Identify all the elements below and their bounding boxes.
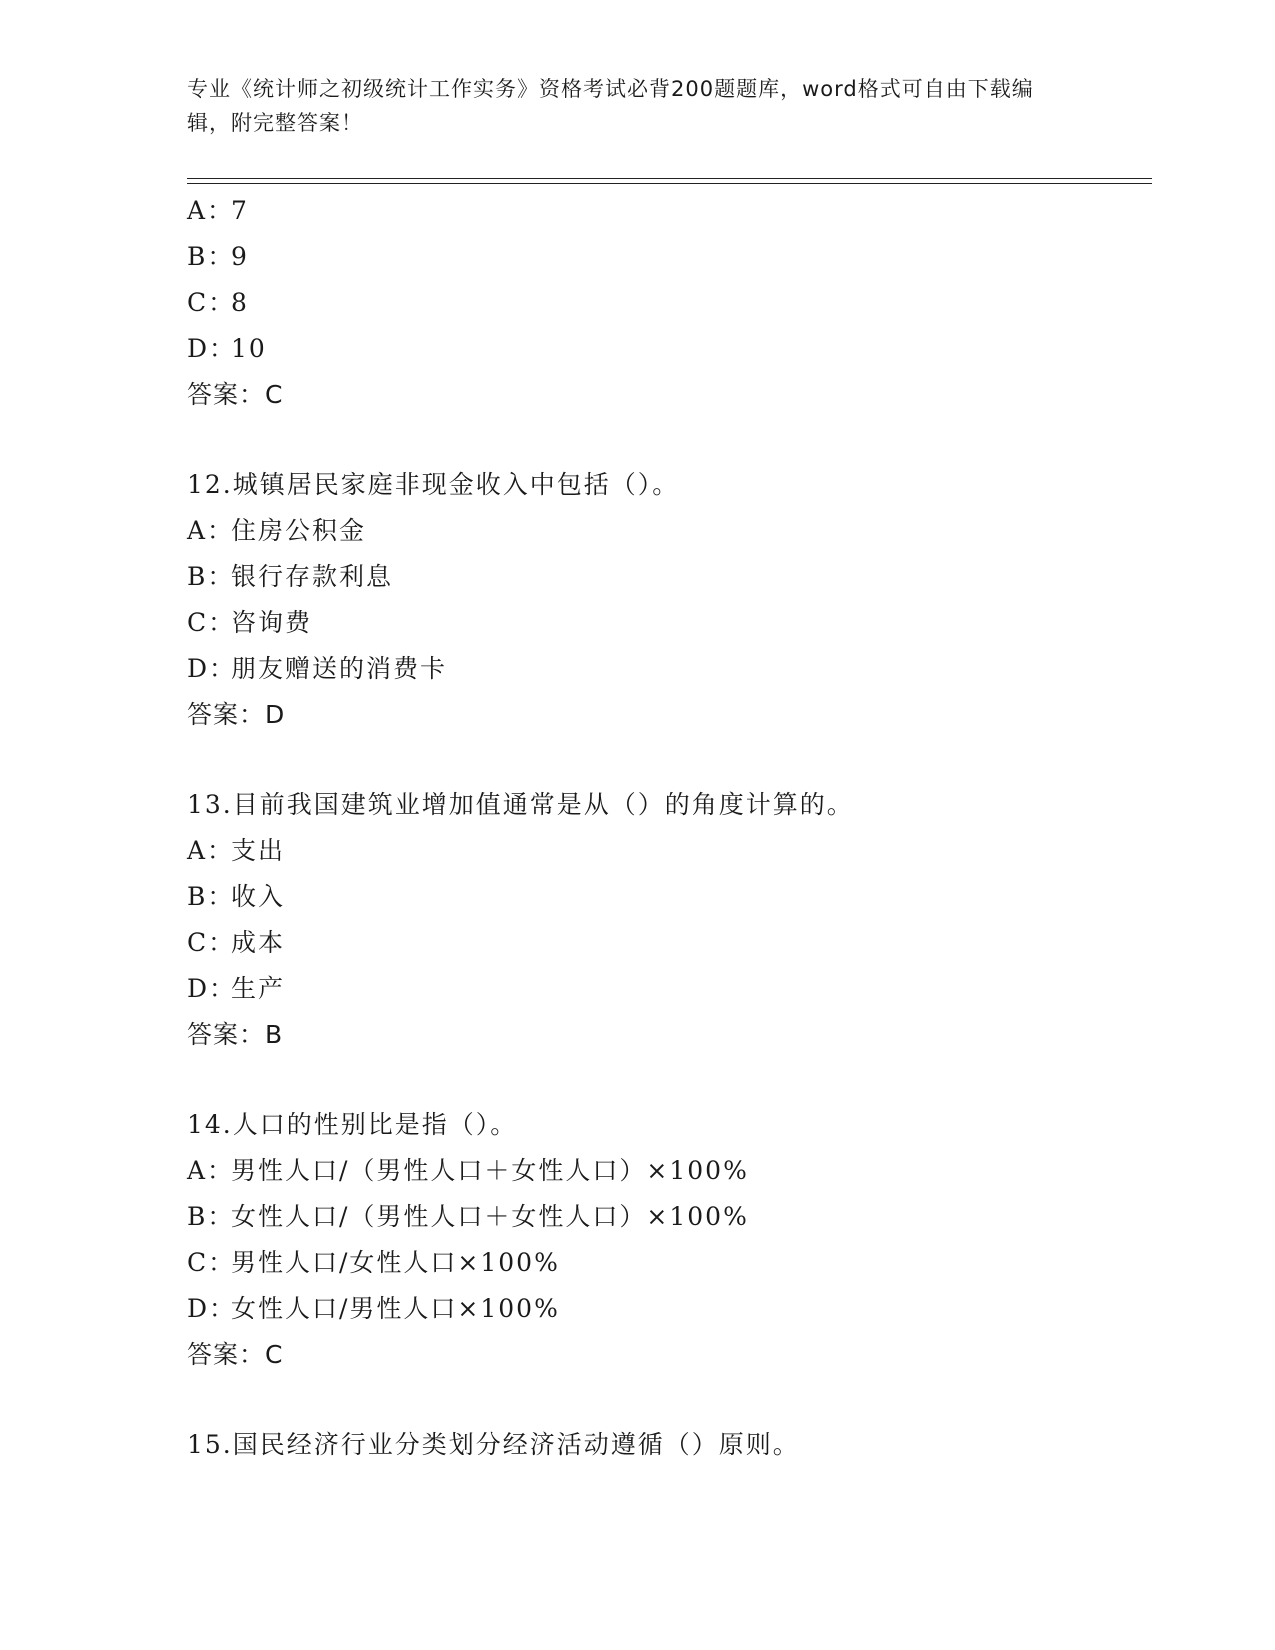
option-a: A：7 [187, 196, 249, 225]
document-header: 专业《统计师之初级统计工作实务》资格考试必背200题题库，word格式可自由下载编辑，附完整答案！ [187, 77, 1034, 135]
option-b: B：女性人口/（男性人口＋女性人口）×100% [187, 1202, 749, 1231]
question-stem: 12.城镇居民家庭非现金收入中包括（）。 [187, 470, 680, 499]
option-c: C：成本 [187, 928, 286, 957]
question-block [187, 1422, 1152, 1468]
answer-line: 答案：C [187, 380, 284, 409]
question-block [187, 1102, 1152, 1378]
option-a: A：男性人口/（男性人口＋女性人口）×100% [187, 1156, 749, 1185]
option-c: C：男性人口/女性人口×100% [187, 1248, 560, 1277]
answer-line: 答案：D [187, 700, 286, 729]
option-b: B：9 [187, 242, 249, 271]
option-c: C：咨询费 [187, 608, 313, 637]
option-b: B：银行存款利息 [187, 562, 394, 591]
question-stem: 13.目前我国建筑业增加值通常是从（）的角度计算的。 [187, 790, 854, 819]
option-d: D：女性人口/男性人口×100% [187, 1294, 560, 1323]
header-divider [187, 178, 1152, 184]
option-d: D：生产 [187, 974, 286, 1003]
option-a: A：支出 [187, 836, 286, 865]
option-c: C：8 [187, 288, 249, 317]
option-b: B：收入 [187, 882, 286, 911]
option-a: A：住房公积金 [187, 516, 367, 545]
question-stem: 14.人口的性别比是指（）。 [187, 1110, 518, 1139]
answer-line: 答案：B [187, 1020, 284, 1049]
question-block [187, 188, 1152, 418]
option-d: D：朋友赠送的消费卡 [187, 654, 448, 683]
question-block [187, 462, 1152, 738]
question-list [187, 188, 1152, 1468]
question-block [187, 782, 1152, 1058]
option-d: D：10 [187, 334, 267, 363]
answer-line: 答案：C [187, 1340, 284, 1369]
question-stem: 15.国民经济行业分类划分经济活动遵循（）原则。 [187, 1430, 800, 1459]
